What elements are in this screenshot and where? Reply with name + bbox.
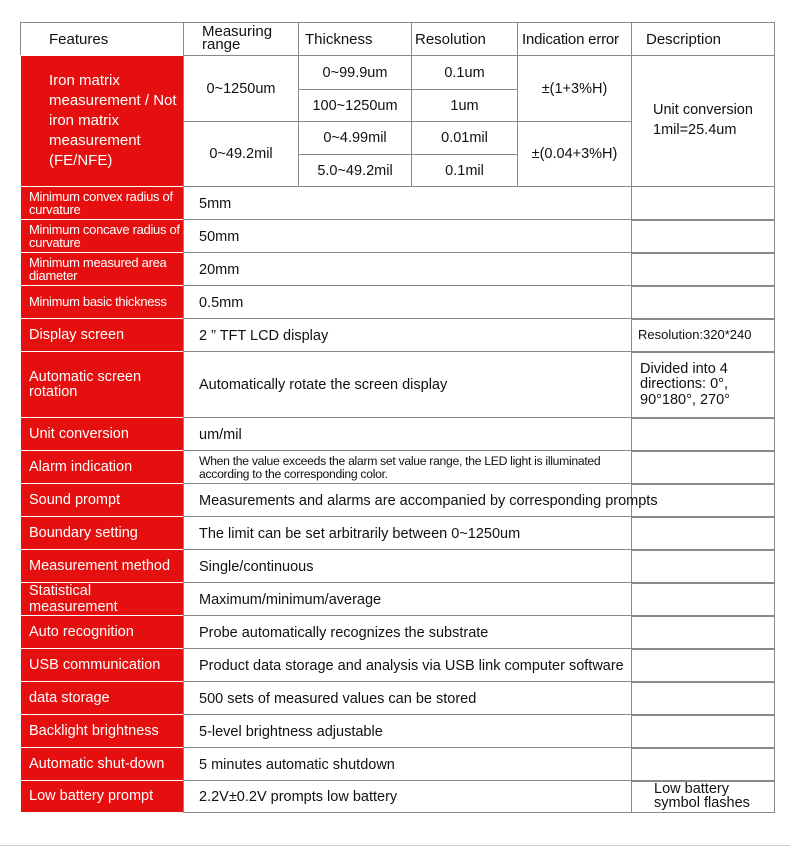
value-text: 2 ” TFT LCD display [199, 327, 329, 344]
description-cell [631, 615, 775, 650]
iron-description-text: Unit conversion 1mil=25.4um [653, 102, 753, 138]
feature-label: Automatic screen rotation [29, 368, 142, 400]
feature-label: Statistical measurement [29, 583, 118, 615]
description-text: Divided into 4 directions: 0°, 90°180°, 270° [640, 360, 730, 408]
value-text: 2.2V±0.2V prompts low battery [199, 788, 398, 805]
resolution-1-text: 0.1um [444, 64, 485, 81]
header-description-text: Description [646, 30, 722, 48]
value-cell [183, 714, 632, 749]
feature-cell [20, 714, 184, 749]
thickness-1-text: 0~99.9um [322, 64, 388, 81]
iron-description-cell [631, 55, 775, 187]
feature-cell [20, 516, 184, 551]
thickness-4-text: 5.0~49.2mil [317, 162, 393, 179]
value-text: When the value exceeds the alarm set value range, the LED light is illuminated according to the corresponding color. [199, 453, 601, 481]
range-um-text: 0~1250um [206, 80, 276, 97]
header-thickness [298, 22, 412, 56]
error-1-text: ±(1+3%H) [541, 80, 608, 97]
feature-label: Sound prompt [29, 491, 121, 508]
value-text: 0.5mm [199, 294, 244, 311]
feature-cell [20, 351, 184, 419]
description-cell [631, 252, 775, 287]
resolution-3-text: 0.01mil [441, 130, 488, 146]
range-mil-cell [183, 121, 299, 187]
description-cell [631, 714, 775, 749]
feature-label: Auto recognition [29, 623, 134, 640]
value-text: Automatically rotate the screen display [199, 377, 448, 393]
feature-cell [20, 450, 184, 485]
value-cell [183, 219, 632, 254]
header-description [631, 22, 775, 56]
thickness-2-text: 100~1250um [312, 97, 398, 114]
value-text: The limit can be set arbitrarily between 0~1250um [199, 525, 521, 542]
header-thickness-text: Thickness [305, 30, 373, 48]
header-indication-error-text: Indication error [522, 30, 619, 48]
description-cell [631, 285, 775, 320]
value-cell [183, 285, 632, 320]
error-2-cell [517, 121, 632, 187]
feature-cell [20, 780, 184, 813]
feature-cell [20, 582, 184, 617]
thickness-2-cell [298, 89, 412, 122]
value-text: Single/continuous [199, 558, 314, 575]
feature-label: Minimum concave radius of curvature [29, 222, 180, 250]
description-cell [631, 648, 775, 683]
feature-label: Display screen [29, 326, 125, 343]
resolution-4-text: 0.1mil [445, 162, 484, 179]
value-text: um/mil [199, 426, 242, 443]
feature-cell [20, 681, 184, 716]
value-text: 50mm [199, 228, 240, 245]
resolution-3-cell [411, 121, 518, 155]
resolution-2-text: 1um [450, 97, 479, 114]
value-cell [183, 351, 632, 419]
value-cell [183, 252, 632, 287]
error-2-text: ±(0.04+3%H) [531, 146, 618, 162]
feature-label: Boundary setting [29, 524, 138, 541]
feature-cell [20, 417, 184, 452]
value-text: Measurements and alarms are accompanied by corresponding prompts [199, 492, 658, 509]
description-cell [631, 417, 775, 452]
description-text: Low battery symbol flashes [654, 780, 750, 811]
value-text: 20mm [199, 261, 240, 278]
thickness-3-cell [298, 121, 412, 155]
description-cell [631, 582, 775, 617]
value-text: 5-level brightness adjustable [199, 723, 383, 740]
feature-label: Alarm indication [29, 458, 133, 475]
description-cell [631, 681, 775, 716]
feature-label: Backlight brightness [29, 722, 159, 739]
value-cell [183, 582, 632, 617]
header-measuring-range-text: Measuring range [202, 23, 273, 53]
value-text: 5mm [199, 195, 232, 212]
thickness-3-text: 0~4.99mil [323, 130, 387, 146]
description-cell [631, 549, 775, 584]
header-features [20, 22, 184, 56]
header-measuring-range [183, 22, 299, 56]
feature-cell [20, 285, 184, 320]
description-cell [631, 318, 775, 353]
feature-cell [20, 219, 184, 254]
value-text: 500 sets of measured values can be stored [199, 690, 477, 707]
feature-iron-matrix [20, 55, 184, 187]
value-cell [183, 549, 632, 584]
feature-label: data storage [29, 689, 110, 706]
thickness-1-cell [298, 55, 412, 90]
value-text: Probe automatically recognizes the substrate [199, 624, 489, 641]
description-cell [631, 351, 775, 419]
description-cell [631, 516, 775, 551]
feature-label: Measurement method [29, 557, 171, 574]
value-cell [183, 681, 632, 716]
feature-label: Minimum measured area diameter [29, 255, 167, 283]
value-cell [183, 186, 632, 221]
feature-label: Low battery prompt [29, 787, 154, 804]
feature-cell [20, 648, 184, 683]
value-cell [183, 615, 632, 650]
value-cell [183, 318, 632, 353]
thickness-4-cell [298, 154, 412, 187]
value-cell [183, 417, 632, 452]
value-text: Maximum/minimum/average [199, 591, 382, 608]
feature-cell [20, 252, 184, 287]
feature-cell [20, 186, 184, 221]
resolution-4-cell [411, 154, 518, 187]
value-cell [183, 747, 632, 782]
bottom-divider [0, 845, 790, 846]
header-resolution [411, 22, 518, 56]
value-cell [183, 516, 632, 551]
value-text: Product data storage and analysis via USB link computer software [199, 657, 624, 674]
feature-label: Unit conversion [29, 425, 129, 442]
description-text: Resolution:320*240 [638, 327, 752, 343]
description-cell [631, 747, 775, 782]
description-cell [631, 780, 775, 813]
feature-cell [20, 615, 184, 650]
range-mil-text: 0~49.2mil [209, 146, 273, 162]
value-cell [183, 450, 632, 485]
resolution-2-cell [411, 89, 518, 122]
feature-cell [20, 747, 184, 782]
description-cell [631, 450, 775, 485]
feature-cell [20, 549, 184, 584]
value-cell [183, 483, 658, 518]
resolution-1-cell [411, 55, 518, 90]
feature-label: USB communication [29, 656, 161, 673]
feature-label: Minimum basic thickness [29, 294, 167, 310]
feature-cell [20, 483, 184, 518]
header-indication-error [517, 22, 632, 56]
range-um-cell [183, 55, 299, 122]
description-cell [631, 186, 775, 221]
feature-label: Automatic shut-down [29, 755, 165, 772]
value-text: 5 minutes automatic shutdown [199, 756, 395, 773]
description-cell [631, 219, 775, 254]
feature-cell [20, 318, 184, 353]
feature-iron-matrix-text: Iron matrix measurement / Not iron matrix measurement (FE/NFE) [49, 72, 177, 169]
header-resolution-text: Resolution [415, 30, 486, 48]
error-1-cell [517, 55, 632, 122]
value-cell [183, 648, 632, 683]
header-features-text: Features [49, 30, 109, 48]
feature-label: Minimum convex radius of curvature [29, 189, 173, 217]
value-cell [183, 780, 632, 813]
